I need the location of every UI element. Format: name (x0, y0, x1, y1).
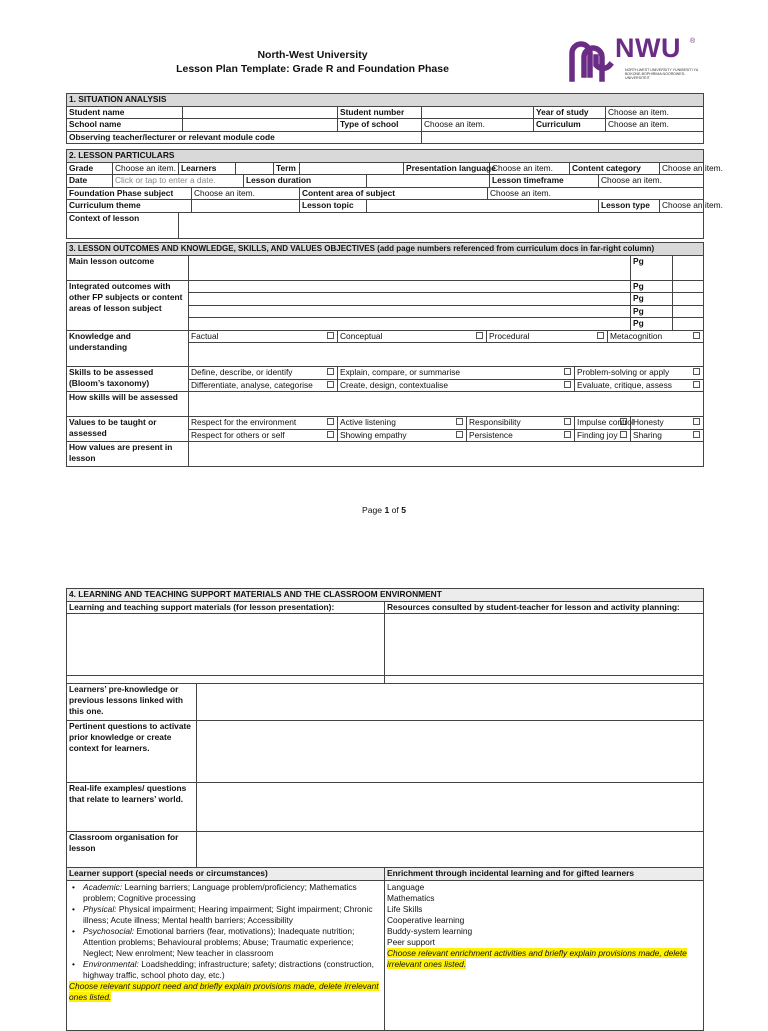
value-option-listening[interactable]: Active listening (338, 417, 467, 430)
curriculum-theme-field[interactable] (192, 200, 300, 213)
type-of-school-dropdown[interactable]: Choose an item. (422, 119, 534, 132)
term-field[interactable] (300, 162, 404, 175)
value-option-sharing[interactable]: Sharing (631, 429, 704, 442)
type-of-school-label: Type of school (338, 119, 422, 132)
learners-field[interactable] (236, 162, 274, 175)
skill-option-problem-solving[interactable]: Problem-solving or apply (575, 367, 704, 380)
section-4-title: 4. LEARNING AND TEACHING SUPPORT MATERIALS AND THE CLASSROOM ENVIRONMENT (67, 589, 704, 602)
curriculum-dropdown[interactable]: Choose an item. (606, 119, 704, 132)
knowledge-option-conceptual[interactable]: Conceptual (338, 330, 487, 343)
explain-checkbox[interactable] (564, 368, 571, 375)
content-area-dropdown[interactable]: Choose an item. (488, 187, 704, 200)
classroom-organisation-label: Classroom organisation for lesson (67, 832, 197, 868)
grade-label: Grade (67, 162, 113, 175)
values-label: Values to be taught or assessed (67, 417, 189, 442)
define-checkbox[interactable] (327, 368, 334, 375)
support-instruction-note: Choose relevant support need and briefly explain provisions made, delete irrelevant ones listed. (69, 980, 379, 1002)
school-name-label: School name (67, 119, 183, 132)
ltsm-field[interactable] (67, 614, 385, 676)
value-option-honesty[interactable]: Honesty (631, 417, 704, 430)
year-of-study-dropdown[interactable]: Choose an item. (606, 106, 704, 119)
list-item: • Academic: Learning barriers; Language problem/proficiency; Mathematics problem; Cognitive processing (69, 882, 382, 904)
term-label: Term (274, 162, 300, 175)
pertinent-questions-label: Pertinent questions to activate prior knowledge or create context for learners. (67, 721, 197, 783)
lesson-type-dropdown[interactable]: Choose an item. (660, 200, 704, 213)
lesson-topic-field[interactable] (367, 200, 599, 213)
main-outcome-label: Main lesson outcome (67, 255, 189, 280)
section-3-title: 3. LESSON OUTCOMES AND KNOWLEDGE, SKILLS, AND VALUES OBJECTIVES (add page numbers referenced from curriculum docs in far-right column) (67, 243, 704, 256)
integrated-outcome-field-2[interactable] (189, 293, 631, 306)
fp-subject-dropdown[interactable]: Choose an item. (192, 187, 300, 200)
joy-checkbox[interactable] (620, 431, 627, 438)
learner-support-field[interactable] (67, 880, 385, 1030)
pre-knowledge-field[interactable] (197, 684, 704, 721)
learner-support-label: Learner support (special needs or circumstances) (67, 868, 385, 881)
environment-checkbox[interactable] (327, 418, 334, 425)
lesson-particulars-table (66, 149, 723, 239)
ltsm-label: Learning and teaching support materials (for lesson presentation): (67, 601, 385, 614)
support-list (69, 882, 382, 981)
knowledge-label: Knowledge and understanding (67, 330, 189, 367)
persistence-checkbox[interactable] (564, 431, 571, 438)
value-option-persistence[interactable]: Persistence (467, 429, 575, 442)
content-area-label: Content area of subject (300, 187, 488, 200)
value-option-impulse[interactable]: Impulse control (575, 417, 631, 430)
sharing-checkbox[interactable] (693, 431, 700, 438)
date-picker[interactable]: Click or tap to enter a date. (113, 175, 244, 188)
integrated-pg-field-2[interactable] (673, 293, 704, 306)
main-outcome-pg-field[interactable] (673, 255, 704, 280)
student-name-field[interactable] (183, 106, 338, 119)
how-skills-label: How skills will be assessed (67, 392, 189, 417)
student-name-label: Student name (67, 106, 183, 119)
how-skills-field[interactable] (189, 392, 704, 417)
enrichment-label: Enrichment through incidental learning and for gifted learners (385, 868, 704, 881)
evaluate-checkbox[interactable] (693, 381, 700, 388)
honesty-checkbox[interactable] (693, 418, 700, 425)
list-item: Life Skills (387, 903, 423, 914)
skills-label: Skills to be assessed (Bloom’s taxonomy) (67, 367, 189, 392)
knowledge-option-procedural[interactable]: Procedural (487, 330, 608, 343)
list-item: • Psychosocial: Emotional barriers (fear, motivations); Inadequate nutrition; Attention problems; Behavioural problems; Abuse; Traumatic experience; Neglect; New enrolment; New teacher in classroom (69, 926, 382, 959)
integrated-pg-field-1[interactable] (673, 280, 704, 293)
ltsm-table (66, 588, 704, 1031)
page-2 (0, 586, 768, 1024)
list-item: Cooperative learning (387, 914, 465, 925)
presentation-language-dropdown[interactable]: Choose an item. (490, 162, 570, 175)
skill-option-explain[interactable]: Explain, compare, or summarise (338, 367, 575, 380)
lesson-duration-field[interactable] (367, 175, 490, 188)
lesson-timeframe-label: Lesson timeframe (490, 175, 599, 188)
student-number-label: Student number (338, 106, 422, 119)
how-values-field[interactable] (189, 442, 704, 467)
lesson-timeframe-dropdown[interactable]: Choose an item. (599, 175, 704, 188)
curriculum-label: Curriculum (534, 119, 606, 132)
fp-subject-label: Foundation Phase subject (67, 187, 192, 200)
respect-others-checkbox[interactable] (327, 431, 334, 438)
logo-registered-mark: ® (690, 38, 696, 45)
logo-subtext: NORTH-WEST UNIVERSITY YUNIBESITI YA BOKONE-BOPHIRIMA NOORDWES-UNIVERSITEIT (625, 68, 698, 81)
value-option-joy[interactable]: Finding joy (575, 429, 631, 442)
empathy-checkbox[interactable] (456, 431, 463, 438)
list-item: Mathematics (387, 892, 435, 903)
learners-label: Learners (179, 162, 236, 175)
context-of-lesson-label: Context of lesson (67, 212, 179, 238)
resources-field[interactable] (385, 614, 704, 676)
skill-option-differentiate[interactable]: Differentiate, analyse, categorise (189, 379, 338, 392)
observing-teacher-label: Observing teacher/lecturer or relevant module code (67, 131, 422, 144)
integrated-outcomes-label: Integrated outcomes with other FP subjects or content areas of lesson subject (67, 280, 189, 330)
content-category-dropdown[interactable]: Choose an item. (660, 162, 704, 175)
value-option-respect-others[interactable]: Respect for others or self (189, 429, 338, 442)
pertinent-questions-field[interactable] (197, 721, 704, 783)
value-option-environment[interactable]: Respect for the environment (189, 417, 338, 430)
procedural-checkbox[interactable] (597, 332, 604, 339)
section-2-title: 2. LESSON PARTICULARS (67, 150, 704, 163)
year-of-study-label: Year of study (534, 106, 606, 119)
list-item: • Environmental: Loadshedding; infrastructure; safety; distractions (construction, highway traffic, school photo day, etc.) (69, 959, 382, 981)
skill-option-define[interactable]: Define, describe, or identify (189, 367, 338, 380)
value-option-empathy[interactable]: Showing empathy (338, 429, 467, 442)
knowledge-field[interactable] (189, 343, 704, 367)
context-of-lesson-field[interactable] (179, 212, 704, 238)
knowledge-option-metacognition[interactable]: Metacognition (608, 330, 704, 343)
lesson-topic-label: Lesson topic (300, 200, 367, 213)
pre-knowledge-label: Learners’ pre-knowledge or previous lessons linked with this one. (67, 684, 197, 721)
observing-teacher-field[interactable] (422, 131, 704, 144)
integrated-pg-label-2: Pg (631, 293, 673, 306)
list-item: • Physical: Physical impairment; Hearing impairment; Sight impairment; Chronic illness; Acute illness; Mental health barriers; Accessibility (69, 904, 382, 926)
integrated-outcome-field-4[interactable] (189, 318, 631, 331)
date-label: Date (67, 175, 113, 188)
value-option-responsibility[interactable]: Responsibility (467, 417, 575, 430)
integrated-outcome-field-1[interactable] (189, 280, 631, 293)
create-checkbox[interactable] (564, 381, 571, 388)
school-name-field[interactable] (183, 119, 338, 132)
differentiate-checkbox[interactable] (327, 381, 334, 388)
metacognition-checkbox[interactable] (693, 332, 700, 339)
listening-checkbox[interactable] (456, 418, 463, 425)
enrichment-field[interactable] (385, 880, 704, 1030)
main-outcome-pg-label: Pg (631, 255, 673, 280)
list-item: Language (387, 881, 425, 892)
document-header (0, 48, 625, 76)
integrated-pg-label-1: Pg (631, 280, 673, 293)
how-values-label: How values are present in lesson (67, 442, 189, 467)
page-number: Page 1 of 5 (362, 505, 406, 515)
problem-solving-checkbox[interactable] (693, 368, 700, 375)
logo-text: NWU (615, 33, 681, 63)
integrated-pg-field-3[interactable] (673, 305, 704, 318)
factual-checkbox[interactable] (327, 332, 334, 339)
real-life-field[interactable] (197, 783, 704, 832)
enrichment-instruction-note: Choose relevant enrichment activities and briefly explain provisions made, delete irrelevant ones listed. (387, 947, 687, 969)
main-outcome-field[interactable] (189, 255, 631, 280)
responsibility-checkbox[interactable] (564, 418, 571, 425)
grade-dropdown[interactable]: Choose an item. (113, 162, 179, 175)
resources-label: Resources consulted by student-teacher for lesson and activity planning: (385, 601, 704, 614)
situation-analysis-table (66, 93, 704, 144)
real-life-label: Real-life examples/ questions that relate to learners’ world. (67, 783, 197, 832)
integrated-pg-label-4: Pg (631, 318, 673, 331)
list-item: Peer support (387, 936, 435, 947)
lesson-type-label: Lesson type (599, 200, 660, 213)
integrated-outcome-field-3[interactable] (189, 305, 631, 318)
lesson-outcomes-table (66, 242, 704, 467)
list-item: Buddy-system learning (387, 925, 473, 936)
knowledge-option-factual[interactable]: Factual (189, 330, 338, 343)
section-1-title: 1. SITUATION ANALYSIS (67, 94, 704, 107)
integrated-pg-label-3: Pg (631, 305, 673, 318)
presentation-language-label: Presentation language (404, 162, 490, 175)
content-category-label: Content category (570, 162, 660, 175)
template-title: Lesson Plan Template: Grade R and Foundation Phase (176, 63, 449, 75)
integrated-pg-field-4[interactable] (673, 318, 704, 331)
lesson-duration-label: Lesson duration (244, 175, 367, 188)
skill-option-create[interactable]: Create, design, contextualise (338, 379, 575, 392)
university-name: North-West University (257, 49, 368, 61)
curriculum-theme-label: Curriculum theme (67, 200, 192, 213)
student-number-field[interactable] (422, 106, 534, 119)
conceptual-checkbox[interactable] (476, 332, 483, 339)
skill-option-evaluate[interactable]: Evaluate, critique, assess (575, 379, 704, 392)
classroom-organisation-field[interactable] (197, 832, 704, 868)
